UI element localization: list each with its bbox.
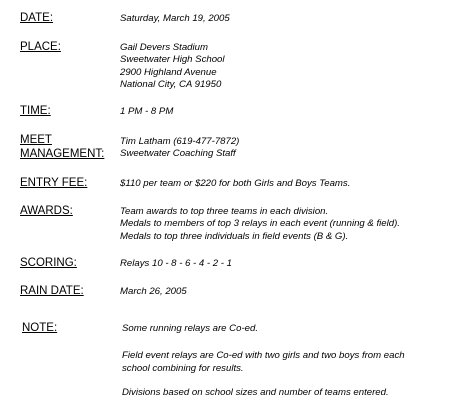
date-label: DATE: [20,12,54,24]
meet-management-line: Sweetwater Coaching Staff [120,148,236,160]
place-line: National City, CA 91950 [120,79,222,91]
note-paragraph-1: Some running relays are Co-ed. [122,323,258,334]
note-paragraph-2-line: school combining for results. [122,362,244,374]
meet-label: MEET [20,134,52,146]
place-line: Gail Devers Stadium [120,42,208,53]
scoring-value: Relays 10 - 8 - 6 - 4 - 2 - 1 [120,258,232,269]
scoring-label: SCORING: [20,257,77,269]
management-label: MANAGEMENT: [20,148,105,160]
awards-line: Medals to top three individuals in field events (B & G). [120,230,349,242]
time-value: 1 PM - 8 PM [120,106,174,117]
awards-label: AWARDS: [20,205,73,217]
meet-management-line: Tim Latham (619-477-7872) [120,136,240,147]
note-paragraph-2-line: Field event relays are Co-ed with two girls and two boys from each [122,350,405,361]
place-value [120,42,225,92]
entry-fee-value: $110 per team or $220 for both Girls and Boys Teams. [120,178,351,189]
place-line: 2900 Highland Avenue [120,66,217,78]
rain-date-value: March 26, 2005 [120,286,187,297]
entry-fee-label: ENTRY FEE: [20,177,88,189]
note-paragraph-2 [122,350,405,375]
awards-line: Medals to members of top 3 relays in each event (running & field). [120,218,400,230]
rain-date-label: RAIN DATE: [20,285,84,297]
note-label: NOTE: [22,322,58,334]
place-line: Sweetwater High School [120,54,225,66]
place-label: PLACE: [20,41,61,53]
time-label: TIME: [20,105,51,117]
date-value: Saturday, March 19, 2005 [120,13,230,24]
awards-line: Team awards to top three teams in each division. [120,206,329,217]
awards-value [120,206,400,243]
meet-management-value [120,136,239,161]
note-paragraph-3: Divisions based on school sizes and number of teams entered. [122,387,389,398]
